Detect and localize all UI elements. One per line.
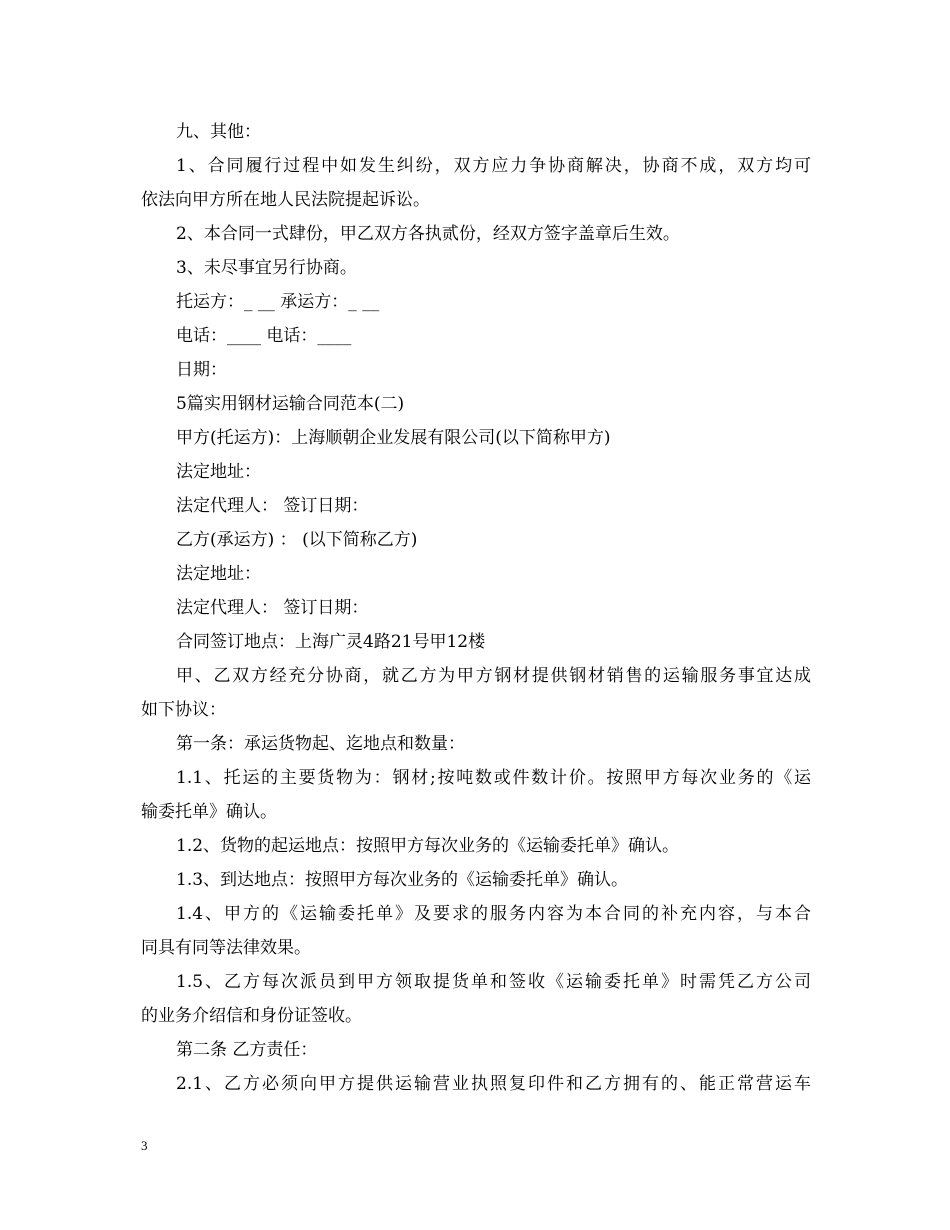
paragraph-line: 如下协议： [141, 700, 226, 720]
paragraph-line: 3、未尽事宜另行协商。 [176, 258, 357, 278]
signature-phone-line: 电话：____ 电话：____ [176, 326, 352, 346]
paragraph-line: 甲、乙双方经充分协商，就乙方为甲方钢材提供钢材销售的运输服务事宜达成 [176, 666, 811, 686]
paragraph-line: 1.4、甲方的《运输委托单》及要求的服务内容为本合同的补充内容，与本合 [176, 904, 811, 924]
party-a-representative: 法定代理人： 签订日期： [176, 496, 369, 516]
paragraph-line: 同具有同等法律效果。 [141, 938, 311, 958]
paragraph-line: 输委托单》确认。 [141, 802, 277, 822]
contract-title: 5篇实用钢材运输合同范本(二) [176, 394, 405, 414]
section-heading-others: 九、其他： [176, 122, 261, 142]
party-a-address: 法定地址： [176, 462, 261, 482]
paragraph-line: 1.2、货物的起运地点：按照甲方每次业务的《运输委托单》确认。 [176, 836, 680, 856]
paragraph-line: 1、合同履行过程中如发生纠纷，双方应力争协商解决，协商不成，双方均可 [176, 156, 811, 176]
signing-location: 合同签订地点：上海广灵4路21号甲12楼 [176, 632, 486, 652]
paragraph-line: 1.5、乙方每次派员到甲方领取提货单和签收《运输委托单》时需凭乙方公司 [176, 972, 811, 992]
article-heading-1: 第一条：承运货物起、迄地点和数量： [176, 734, 465, 754]
page-number: 3 [141, 1138, 148, 1153]
paragraph-line: 2、本合同一式肆份，甲乙双方各执贰份，经双方签字盖章后生效。 [176, 224, 680, 244]
paragraph-line: 1.1、托运的主要货物为：钢材;按吨数或件数计价。按照甲方每次业务的《运 [176, 768, 811, 788]
signature-date-line: 日期： [176, 360, 227, 380]
paragraph-line: 1.3、到达地点：按照甲方每次业务的《运输委托单》确认。 [176, 870, 629, 890]
party-b-address: 法定地址： [176, 564, 261, 584]
party-a-line: 甲方(托运方)：上海顺朝企业发展有限公司(以下简称甲方) [176, 428, 611, 448]
party-b-line: 乙方(承运方) ： (以下简称乙方) [176, 530, 418, 550]
article-heading-2: 第二条 乙方责任： [176, 1040, 318, 1060]
paragraph-line: 的业务介绍信和身份证签收。 [141, 1006, 362, 1026]
paragraph-line: 2.1、乙方必须向甲方提供运输营业执照复印件和乙方拥有的、能正常营运车 [176, 1074, 811, 1094]
signature-parties-line: 托运方：_ __ 承运方：_ __ [176, 292, 380, 312]
document-body [141, 115, 811, 1101]
paragraph-line: 依法向甲方所在地人民法院提起诉讼。 [141, 190, 430, 210]
party-b-representative: 法定代理人： 签订日期： [176, 598, 369, 618]
